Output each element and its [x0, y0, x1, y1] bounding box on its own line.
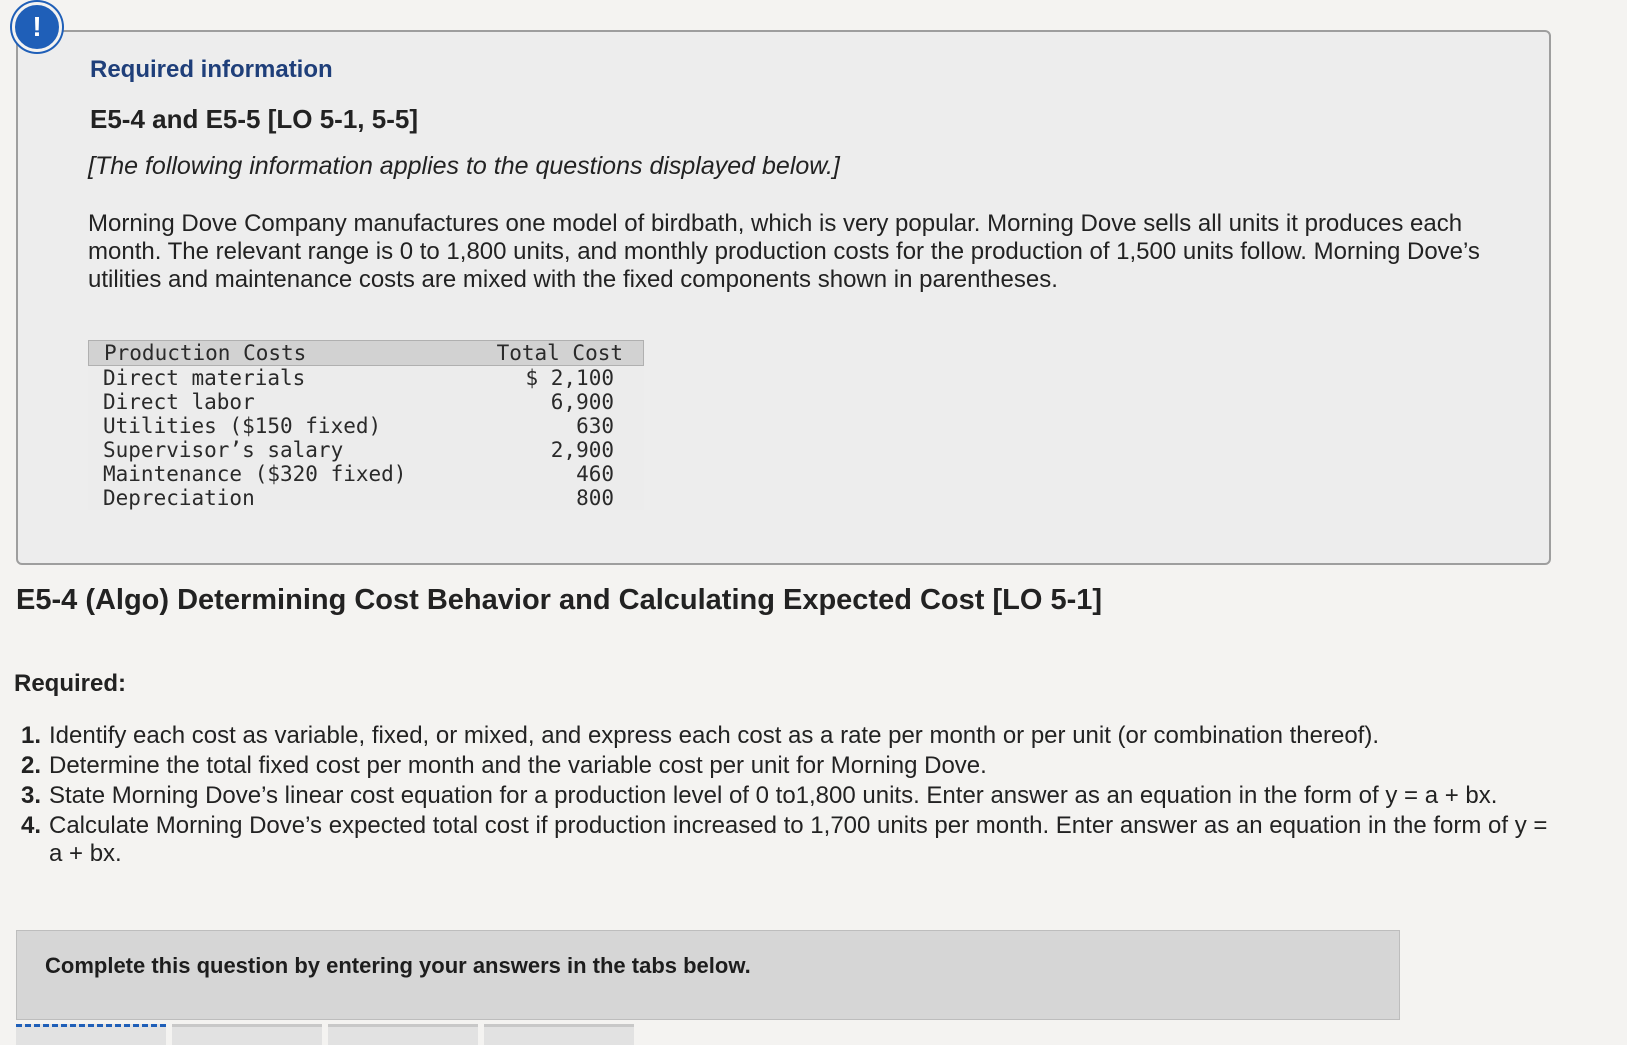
item-text: Identify each cost as variable, fixed, or mixed, and express each cost as a rate per month or per unit (or combination thereof).	[49, 722, 1380, 749]
cost-name: Direct materials	[103, 366, 306, 390]
table-row	[88, 462, 644, 486]
production-costs-table	[88, 340, 644, 510]
item-number: 1.	[20, 722, 41, 749]
item-number: 3.	[20, 782, 41, 809]
cost-amount: 630	[576, 414, 614, 438]
cost-name: Supervisor’s salary	[103, 438, 344, 462]
required-information-heading: Required information	[90, 56, 333, 83]
item-text: State Morning Dove’s linear cost equation for a production level of 0 to1,800 units. Enter answer as an equation in the form of y = a + bx.	[49, 782, 1498, 809]
alert-icon: !	[12, 2, 62, 52]
table-row	[88, 390, 644, 414]
list-item	[8, 722, 1548, 750]
cost-name: Utilities ($150 fixed)	[103, 414, 382, 438]
cost-amount: 2,900	[550, 438, 614, 462]
table-row	[88, 414, 644, 438]
exercise-reference: E5-4 and E5-5 [LO 5-1, 5-5]	[90, 104, 418, 134]
table-row	[88, 366, 644, 390]
cost-amount: 6,900	[550, 390, 614, 414]
list-item	[8, 782, 1548, 810]
list-item	[8, 812, 1548, 868]
required-label: Required:	[14, 670, 127, 697]
list-item	[8, 752, 1548, 780]
cost-name: Depreciation	[103, 486, 255, 510]
cost-amount: 800	[576, 486, 614, 510]
header-total-cost: Total Cost	[496, 341, 623, 365]
answer-tab-strip	[16, 1024, 634, 1042]
table-row	[88, 486, 644, 510]
cost-amount: $ 2,100	[525, 366, 614, 390]
exercise-title: E5-4 (Algo) Determining Cost Behavior and Calculating Expected Cost [LO 5-1]	[16, 584, 1103, 616]
requirements-list	[8, 722, 1548, 870]
cost-amount: 460	[576, 462, 614, 486]
item-text: Calculate Morning Dove’s expected total cost if production increased to 1,700 units per month. Enter answer as an equation in the form of y = a + bx.	[49, 812, 1548, 867]
item-number: 4.	[20, 812, 41, 839]
header-production-costs: Production Costs	[104, 341, 307, 365]
cost-name: Maintenance ($320 fixed)	[103, 462, 407, 486]
item-text: Determine the total fixed cost per month and the variable cost per unit for Morning Dove.	[49, 752, 987, 779]
cost-name: Direct labor	[103, 390, 255, 414]
complete-instructions-bar	[16, 930, 1400, 1020]
complete-instructions-text: Complete this question by entering your answers in the tabs below.	[45, 953, 751, 978]
applies-note: [The following information applies to the questions displayed below.]	[88, 152, 840, 180]
scenario-text: Morning Dove Company manufactures one model of birdbath, which is very popular. Morning Dove sells all units it produces each month. The relevant range is 0 to 1,800 units, and monthly production costs for the production of 1,500 units follow. Morning Dove’s utilities and maintenance costs are mixed with the fixed components shown in parentheses.	[88, 210, 1480, 293]
item-number: 2.	[20, 752, 41, 779]
table-header-row	[88, 340, 644, 366]
table-row	[88, 438, 644, 462]
